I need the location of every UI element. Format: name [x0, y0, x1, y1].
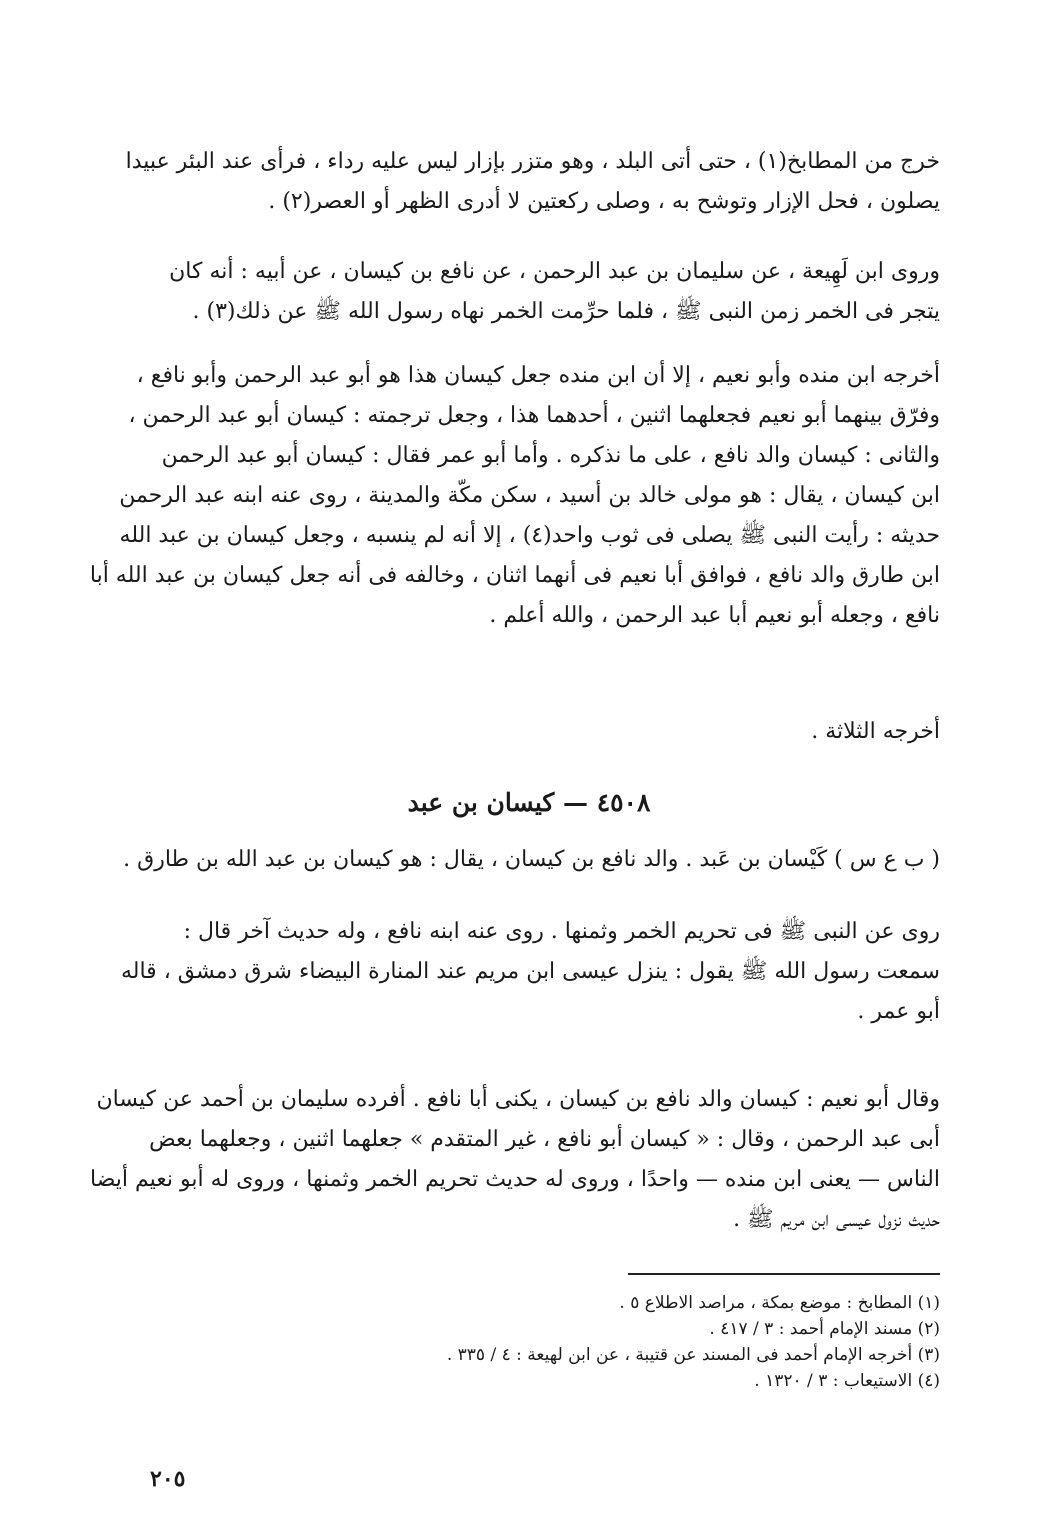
paragraph-5	[80, 840, 940, 880]
text-line: ابن كيسان ، يقال : هو مولى خالد بن أسيد ، سكن مكّة والمدينة ، روى عنه ابنه عبد الرحمن	[119, 483, 940, 508]
text-line: خرج من المطابخ(١) ، حتى أتى البلد ، وهو متزر بإزار ليس عليه رداء ، فرأى عند البئر عبيدا	[125, 149, 940, 174]
text-line: يتجر فى الخمر زمن النبى ﷺ ، فلما حرِّمت الخمر نهاه رسول الله ﷺ عن ذلك(٣) .	[192, 299, 940, 324]
footnotes	[240, 1290, 940, 1394]
text-line: ابن طارق والد نافع ، فوافق أبا نعيم فى أنهما اثنان ، وخالفه فى أنه جعل كيسان بن عبد الله أبا	[89, 563, 940, 588]
footnote-2: (٢) مسند الإمام أحمد : ٣ / ٤١٧ .	[709, 1319, 940, 1339]
footnote-1: (١) المطابخ : موضع بمكة ، مراصد الاطلاع ٥ .	[619, 1293, 940, 1313]
text-line: يصلون ، فحل الإزار وتوشح به ، وصلى ركعتين لا أدرى الظهر أو العصر(٢) .	[268, 189, 940, 214]
text-line: سمعت رسول الله ﷺ يقول : ينزل عيسى ابن مريم عند المنارة البيضاء شرق دمشق ، قاله	[120, 959, 940, 984]
footnote-divider	[628, 1273, 940, 1275]
text-line: وفرّق بينهما أبو نعيم فجعلهما اثنين ، أحدهما هذا ، وجعل ترجمته : كيسان أبو عبد الرحمن ،	[128, 403, 940, 428]
text-line: والثانى : كيسان والد نافع ، على ما نذكره . وأما أبو عمر فقال : كيسان أبو عبد الرحمن	[161, 443, 940, 468]
text-line: أبو عمر .	[857, 999, 940, 1024]
footnote-3: (٣) أخرجه الإمام أحمد فى المسند عن قتيبة ، عن ابن لهيعة : ٤ / ٣٣٥ .	[446, 1345, 940, 1365]
text-line: أخرجه الثلاثة .	[811, 719, 940, 744]
entry-heading: ٤٥٠٨ — كيسان بن عبد	[407, 788, 651, 817]
text-line: وروى ابن لَهِيعة ، عن سليمان بن عبد الرحمن ، عن نافع بن كيسان ، عن أبيه : أنه كان	[169, 259, 940, 284]
text-line: وقال أبو نعيم : كيسان والد نافع بن كيسان ، يكنى أبا نافع . أفرده سليمان بن أحمد عن كيسان	[96, 1087, 940, 1112]
paragraph-1	[80, 142, 940, 222]
text-line: حديثه : رأيت النبى ﷺ يصلى فى ثوب واحد(٤) ، إلا أنه لم ينسبه ، وجعل كيسان بن عبد الله	[119, 523, 940, 548]
text-line: الناس — يعنى ابن منده — واحدًا ، وروى له حديث تحريم الخمر وثمنها ، وروى له أبو نعيم أيضا	[89, 1167, 940, 1192]
text-line: روى عن النبى ﷺ فى تحريم الخمر وثمنها . روى عنه ابنه نافع ، وله حديث آخر قال :	[183, 919, 940, 944]
text-line: حديث نزول عيسى ابن مريم ﷺ .	[733, 1207, 940, 1232]
paragraph-2	[80, 252, 940, 332]
footnote-4: (٤) الاستيعاب : ٣ / ١٣٢٠ .	[754, 1371, 940, 1391]
paragraph-7	[80, 1080, 940, 1240]
paragraph-6	[80, 912, 940, 1032]
text-line: ( ب ع س ) كَيْسان بن عَبد . والد نافع بن كيسان ، يقال : هو كيسان بن عبد الله بن طارق .	[123, 847, 940, 872]
paragraph-3	[80, 356, 940, 636]
text-line: أبى عبد الرحمن ، وقال : « كيسان أبو نافع ، غير المتقدم » جعلهما اثنين ، وجعلهما بعض	[149, 1127, 940, 1152]
text-line: نافع ، وجعله أبو نعيم أبا عبد الرحمن ، والله أعلم .	[489, 603, 940, 628]
text-line: أخرجه ابن منده وأبو نعيم ، إلا أن ابن منده جعل كيسان هذا هو أبو عبد الرحمن وأبو نافع ،	[136, 363, 940, 388]
paragraph-4	[80, 712, 940, 752]
page-number: ٢٠٥	[150, 1466, 186, 1492]
